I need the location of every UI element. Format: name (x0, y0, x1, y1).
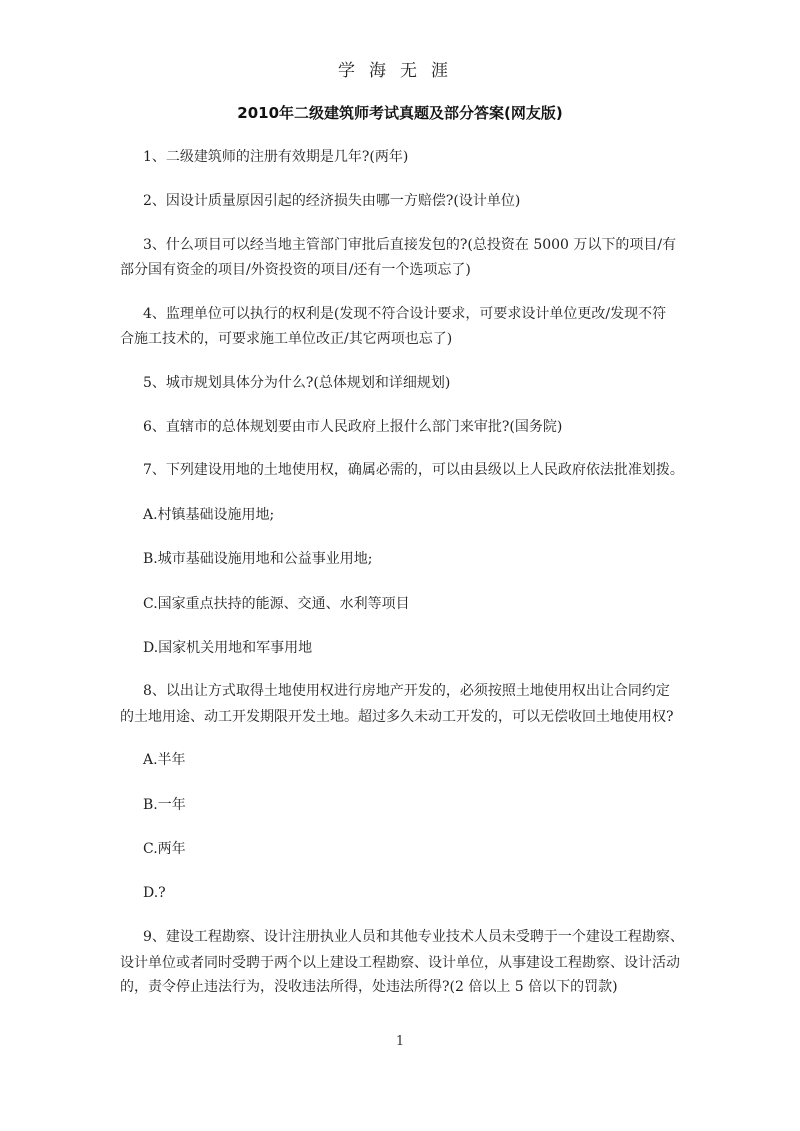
text-line: 2、因设计质量原因引起的经济损失由哪一方赔偿?(设计单位) (143, 193, 521, 209)
text-line: 8、以出让方式取得土地使用权进行房地产开发的，必须按照土地使用权出让合同约定 (143, 683, 670, 699)
page-header: 学海无涯 (338, 61, 462, 81)
text-line: 1、二级建筑师的注册有效期是几年?(两年) (143, 149, 409, 165)
option-line: B.城市基础设施用地和公益事业用地; (143, 551, 373, 567)
text-line: 9、建设工程勘察、设计注册执业人员和其他专业技术人员未受聘于一个建设工程勘察、 (143, 929, 684, 945)
text-line: 部分国有资金的项目/外资投资的项目/还有一个选项忘了) (120, 262, 471, 278)
page-number: 1 (395, 1034, 405, 1049)
option-line: A.村镇基础设施用地; (143, 507, 275, 523)
document-title: 2010年二级建筑师考试真题及部分答案(网友版) (237, 104, 563, 122)
text-line: 设计单位或者同时受聘于两个以上建设工程勘察、设计单位，从事建设工程勘察、设计活动 (120, 955, 680, 971)
text-line: 5、城市规划具体分为什么?(总体规划和详细规划) (143, 375, 451, 391)
text-line: 的，责令停止违法行为，没收违法所得，处违法所得?(2 倍以上 5 倍以下的罚款) (120, 979, 618, 995)
option-line: C.两年 (143, 841, 186, 857)
option-line: B.一年 (143, 797, 186, 813)
text-line: 合施工技术的，可要求施工单位改正/其它两项也忘了) (120, 331, 453, 347)
option-line: D.国家机关用地和军事用地 (143, 640, 313, 656)
option-line: A.半年 (143, 752, 186, 768)
option-line: C.国家重点扶持的能源、交通、水利等项目 (143, 596, 410, 612)
text-line: 7、下列建设用地的土地使用权，确属必需的，可以由县级以上人民政府依法批准划拨。 (143, 462, 684, 478)
option-line: D.? (143, 885, 166, 901)
text-line: 的土地用途、动工开发期限开发土地。超过多久未动工开发的，可以无偿收回土地使用权? (120, 709, 674, 725)
text-line: 4、监理单位可以执行的权利是(发现不符合设计要求，可要求设计单位更改/发现不符 (143, 306, 667, 322)
text-line: 3、什么项目可以经当地主管部门审批后直接发包的?(总投资在 5000 万以下的项目/有 (143, 237, 677, 253)
text-line: 6、直辖市的总体规划要由市人民政府上报什么部门来审批?(国务院) (143, 419, 563, 435)
